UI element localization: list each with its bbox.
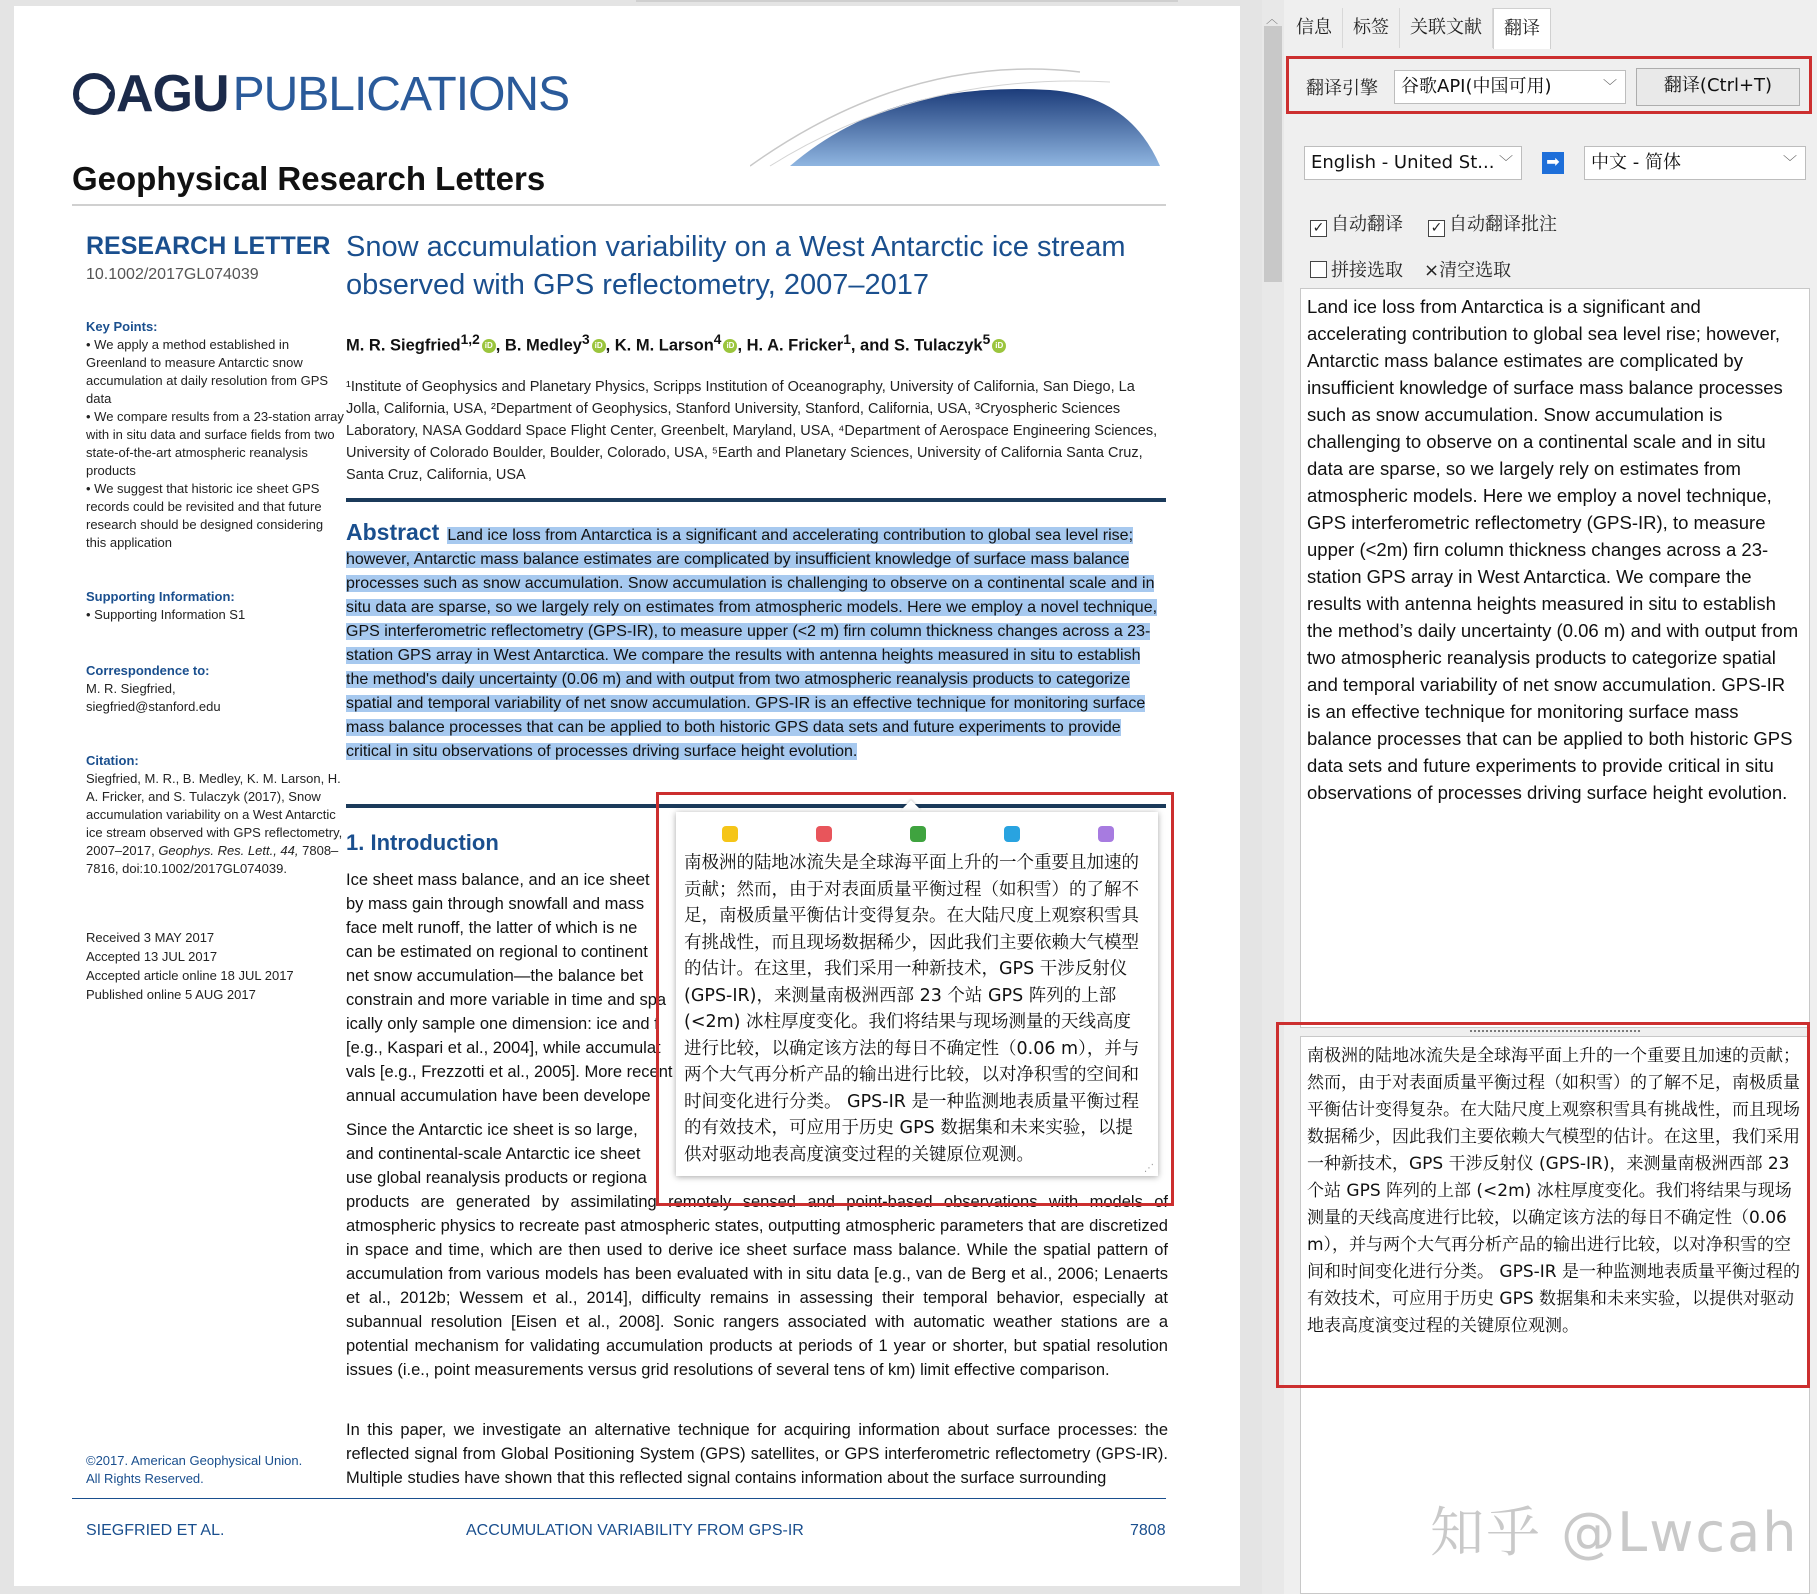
- correspondence: [86, 662, 346, 716]
- tab-related[interactable]: 关联文献: [1400, 8, 1493, 48]
- date-received: Received 3 MAY 2017: [86, 930, 215, 945]
- intro-heading: 1. Introduction: [346, 830, 499, 855]
- footer-authors: SIEGFRIED ET AL.: [86, 1522, 225, 1539]
- key-point-1: • We apply a method established in Greenland to measure Antarctic snow accumulation at daily resolution from GPS data: [86, 337, 329, 406]
- translate-button[interactable]: 翻译(Ctrl+T): [1636, 68, 1800, 106]
- auto-translate-annot-checkbox[interactable]: ✓: [1428, 220, 1445, 237]
- concat-select-checkbox[interactable]: [1310, 261, 1327, 278]
- copyright-notice: ©2017. American Geophysical Union. All Rights Reserved.: [86, 1453, 303, 1486]
- intro-paragraph-2-start: Since the Antarctic ice sheet is so large, and continental-scale Antarctic ice sheet use global reanalysis products or regiona: [346, 1121, 647, 1187]
- chevron-down-icon: ﹀: [1783, 155, 1797, 171]
- footer-rule: [72, 1498, 1166, 1499]
- header-rule: [72, 204, 1166, 206]
- orcid-icon[interactable]: iD: [592, 339, 606, 353]
- chevron-down-icon: ﹀: [1603, 79, 1617, 95]
- earth-horizon-graphic: [750, 62, 1170, 172]
- annotation-box-popup: [656, 792, 1174, 1206]
- translated-text: 南极洲的陆地冰流失是全球海平面上升的一个重要且加速的贡献；然而，由于对表面质量平衡过程（如积雪）的了解不足，南极质量平衡估计变得复杂。在大陆尺度上观察积雪具有挑战性，而且现场数据稀少，因此我们主要依赖大气模型的估计。在这里，我们采用一种新技术，GPS 干涉反射仪 (GPS-IR)，来测量南极洲西部 23 个站 GPS 阵列的上部 (<2m) 冰柱厚度变化。我们将结果与现场测量的天线高度进行比较，以确定该方法的每日不确定性（0.06 m），并与两个大气再分析产品的输出进行比较，以对净积雪的空间和时间变化进行分类。 GPS-IR 是一种监测地表质量平衡过程的有效技术，可应用于历史 GPS 数据集和未来实验，以提供对驱动地表高度演变过程的关键原位观测。: [1307, 1046, 1800, 1336]
- annotation-box-engine: [1286, 56, 1812, 114]
- target-language-value: 中文 - 简体: [1591, 152, 1681, 173]
- tab-translate[interactable]: 翻译: [1493, 8, 1551, 49]
- scroll-up-icon[interactable]: ︿: [1266, 12, 1279, 26]
- supporting-information: [86, 588, 346, 624]
- auto-translate-checkbox[interactable]: ✓: [1310, 220, 1327, 237]
- correspondence-email[interactable]: siegfried@stanford.edu: [86, 699, 221, 714]
- watermark: 知乎 @Lwcah: [1430, 1501, 1799, 1564]
- footer-page-number: 7808: [1130, 1522, 1166, 1539]
- supporting-item[interactable]: • Supporting Information S1: [86, 607, 246, 622]
- abstract-label: Abstract: [346, 519, 440, 545]
- source-text: Land ice loss from Antarctica is a significant and accelerating contribution to global sea level rise; however, Antarctic mass balance estimates are complicated by insufficient knowledge of surface mass balance processes such as snow accumulation. Snow accumulation is challenging to observe on a continental scale and in situ data are sparse, so we largely rely on estimates from atmospheric models. Here we employ a novel technique, GPS interferometric reflectometry (GPS-IR), to measure upper (<2m) firn column thickness changes across a 23-station GPS array in West Antarctica. We compare the results with antenna heights measured in situ to establish the method’s daily uncertainty (0.06 m) and with output from two atmospheric reanalysis products to categorize spatial and temporal variability of net snow accumulation. GPS-IR is an effective technique for monitoring surface mass balance processes that can be applied to both historic GPS data sets and future experiments to provide critical in situ observations of processes driving surface height evolution.: [1307, 296, 1799, 803]
- date-online: Accepted article online 18 JUL 2017: [86, 968, 294, 983]
- engine-select-value: 谷歌API(中国可用): [1401, 76, 1552, 97]
- article-type: RESEARCH LETTER: [86, 232, 331, 260]
- panel-tabs: [1286, 8, 1551, 48]
- citation: [86, 752, 346, 878]
- abstract-block[interactable]: [346, 520, 1166, 764]
- citation-text: Siegfried, M. R., B. Medley, K. M. Larson, H. A. Fricker, and S. Tulaczyk (2017), Snow accumulation variability on a West Antarctic ice stream observed with GPS reflectometry, 2007–2017, Geophys. Res. Lett., 44, 7808–7816, doi:10.1002/2017GL074039.: [86, 771, 343, 876]
- key-points: [86, 318, 346, 552]
- key-points-heading: Key Points:: [86, 319, 158, 334]
- source-language-select[interactable]: [1304, 146, 1522, 180]
- footer-running-title: ACCUMULATION VARIABILITY FROM GPS-IR: [466, 1522, 804, 1539]
- orcid-icon[interactable]: iD: [482, 339, 496, 353]
- logo-publications-text: PUBLICATIONS: [232, 67, 570, 121]
- citation-heading: Citation:: [86, 753, 139, 768]
- resize-grip-icon[interactable]: ⋰: [1144, 1163, 1154, 1174]
- article-dates: [86, 928, 346, 1004]
- source-text-box[interactable]: [1300, 288, 1810, 1028]
- auto-translate-annot-option[interactable]: ✓ 自动翻译批注: [1428, 210, 1557, 237]
- intro-paragraph-3: In this paper, we investigate an alternative technique for acquiring information about surface processes: the reflected signal from Global Positioning System (GPS) satellites, or GPS interferometric reflectometry (GPS-IR). Multiple studies have shown that this reflected signal contains information about the surface surrounding: [346, 1421, 1168, 1487]
- agu-logo: [72, 64, 569, 124]
- viewer-top-strip: [636, 0, 1178, 2]
- tab-info[interactable]: 信息: [1286, 8, 1343, 48]
- key-point-3: • We suggest that historic ice sheet GPS records could be revisited and that future research should be designed considering this application: [86, 481, 324, 550]
- date-accepted: Accepted 13 JUL 2017: [86, 949, 218, 964]
- orcid-icon[interactable]: iD: [992, 339, 1006, 353]
- source-language-value: English - United St...: [1311, 152, 1495, 173]
- intro-paragraph-2: products are generated by assimilating remotely sensed and point-based observations with models of atmospheric physics to recreate past atmospheric states, outputting atmospheric parameters that are discretized in space and time, which are then used to derive ice sheet surface mass balance. While the spatial pattern of accumulation from various models has been evaluated with in situ data [e.g., van de Berg et al., 2006; Lenaerts et al., 2012b; Wessem et al., 2014], difficulty remains in assessing their temporal behavior, especially at subannual resolution [Eisen et al., 2008]. Sonic rangers associated with automatic weather stations are a potential mechanism for validating accumulation products at periods of 1 year or shorter, but spatial resolution issues (i.e., point measurements versus grid resolutions of several tens of km) limit effective comparison.: [346, 1193, 1168, 1379]
- agu-swirl-icon: [72, 72, 116, 116]
- tab-tags[interactable]: 标签: [1343, 8, 1400, 48]
- correspondence-name: M. R. Siegfried,: [86, 681, 176, 696]
- affiliations: ¹Institute of Geophysics and Planetary Physics, Scripps Institution of Oceanography, University of California, San Diego, La Jolla, California, USA, ²Department of Geophysics, Stanford University, Stanford, California, USA, ³Cryospheric Sciences Laboratory, NASA Goddard Space Flight Center, Greenbelt, Maryland, USA, ⁴Department of Aerospace Engineering Sciences, University of Colorado Boulder, Boulder, Colorado, USA, ⁵Earth and Planetary Sciences, University of California Santa Cruz, Santa Cruz, California, USA: [346, 379, 1158, 483]
- date-published: Published online 5 AUG 2017: [86, 987, 256, 1002]
- intro-paragraph-1: Ice sheet mass balance, and an ice sheet by mass gain through snowfall and mass face melt runoff, the latter of which is ne can be estimated on regional to continent net snow accumulation—the balance bet constrain and more variable in time and spa ically only sample one dimension: ice and f [e.g., Kaspari et al., 2004], while accumulat vals [e.g., Frezzotti et al., 2005]. More recent annual accumulation have been develope: [346, 871, 673, 1105]
- supporting-heading: Supporting Information:: [86, 589, 235, 604]
- auto-translate-option[interactable]: ✓ 自动翻译: [1310, 210, 1403, 237]
- swap-arrow-icon[interactable]: ➡: [1542, 152, 1564, 174]
- orcid-icon[interactable]: iD: [723, 339, 737, 353]
- correspondence-heading: Correspondence to:: [86, 663, 210, 678]
- author-list: M. R. Siegfried$^{1,2}$ iD , B. Medley$^3$ iD , K. M. Larson$^4$ iD , H. A. Fricker$^1$, and S. Tulaczyk$^5$ iD: [346, 332, 1006, 356]
- journal-name: Geophysical Research Letters: [72, 160, 546, 197]
- article-title: Snow accumulation variability on a West Antarctic ice stream observed with GPS reflectometry, 2007–2017: [346, 231, 1126, 301]
- logo-agu-text: AGU: [116, 65, 229, 123]
- doi-text: 10.1002/2017GL074039: [86, 266, 259, 283]
- popup-translation-text: 南极洲的陆地冰流失是全球海平面上升的一个重要且加速的贡献；然而，由于对表面质量平衡过程（如积雪）的了解不足，南极质量平衡估计变得复杂。在大陆尺度上观察积雪具有挑战性，而且现场数据稀少，因此我们主要依赖大气模型的估计。在这里，我们采用一种新技术，GPS 干涉反射仪 (GPS-IR)，来测量南极洲西部 23 个站 GPS 阵列的上部 (<2m) 冰柱厚度变化。我们将结果与现场测量的天线高度进行比较，以确定该方法的每日不确定性（0.06 m），并与两个大气再分析产品的输出进行比较，以对净积雪的空间和时间变化进行分类。 GPS-IR 是一种监测地表质量平衡过程的有效技术，可应用于历史 GPS 数据集和未来实验，以提供对驱动地表高度演变过程的关键原位观测。: [684, 853, 1140, 1165]
- key-point-2: • We compare results from a 23-station array with in situ data and surface fields from two state-of-the-art atmospheric reanalysis products: [86, 409, 344, 478]
- clear-selection-button[interactable]: ×清空选取: [1424, 260, 1512, 281]
- scrollbar-thumb[interactable]: [1264, 26, 1282, 282]
- concat-select-option[interactable]: 拼接选取: [1310, 256, 1403, 282]
- abstract-text-selected[interactable]: Land ice loss from Antarctica is a significant and accelerating contribution to global sea level rise; however, Antarctic mass balance estimates are complicated by insufficient knowledge of surface mass balance processes such as snow accumulation. Snow accumulation is challenging to observe on a continental scale and in situ data are sparse, so we largely rely on estimates from atmospheric models. Here we employ a novel technique, GPS interferometric reflectometry (GPS-IR), to measure upper (<2 m) firn column thickness changes across a 23-station GPS array in West Antarctica. We compare the results with antenna heights measured in situ to establish the method's daily uncertainty (0.06 m) and with output from two atmospheric reanalysis products to categorize spatial and temporal variability of net snow accumulation. GPS-IR is an effective technique for monitoring surface mass balance processes that can be applied to both historic GPS data sets and future experiments to provide critical in situ observations of processes driving surface height evolution.: [346, 527, 1158, 760]
- target-language-select[interactable]: [1584, 146, 1806, 180]
- abstract-top-bar: [346, 498, 1166, 502]
- engine-label: 翻译引擎: [1306, 78, 1378, 99]
- chevron-down-icon: ﹀: [1499, 155, 1513, 171]
- annotation-box-translation: [1276, 1022, 1810, 1388]
